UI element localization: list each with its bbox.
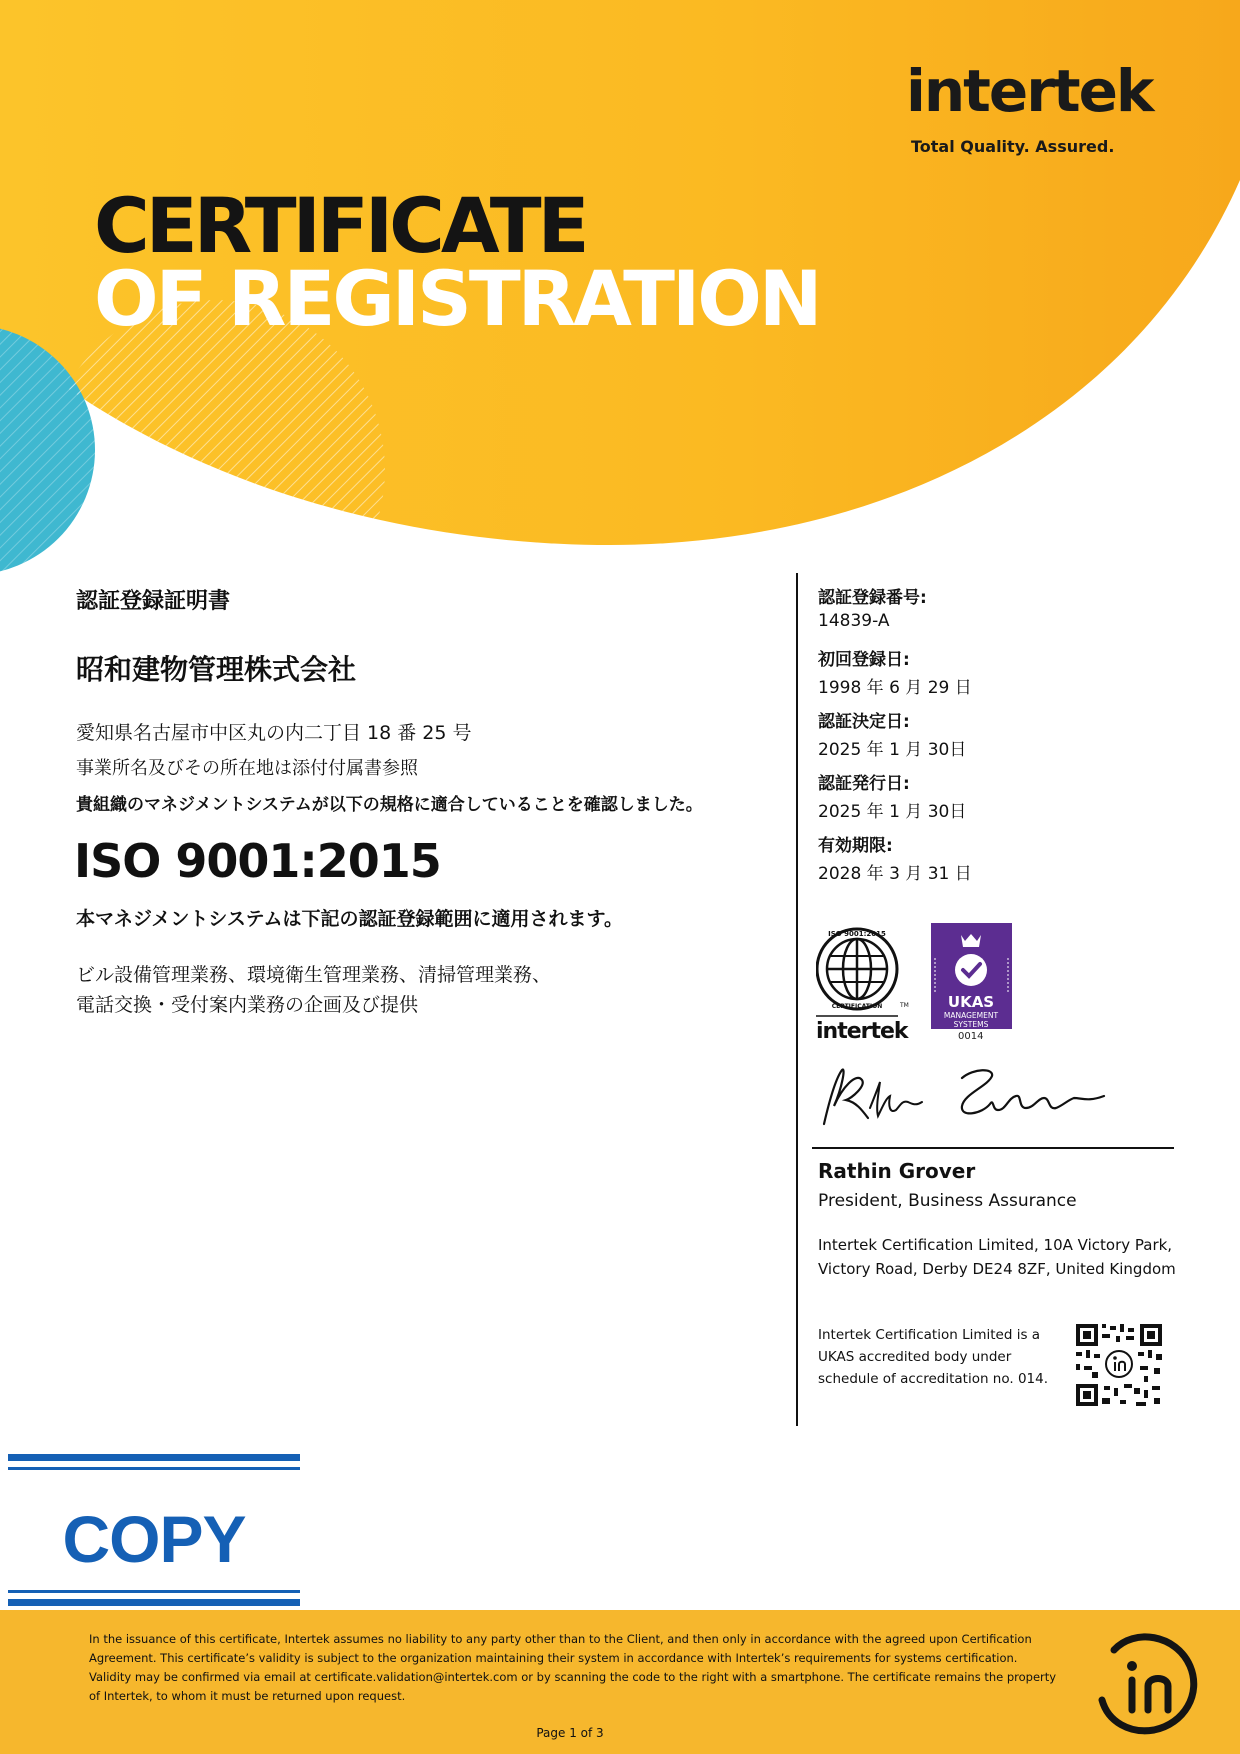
- ukas-accreditation-mark: [931, 923, 1012, 1029]
- logo-tagline: Total Quality. Assured.: [911, 137, 1115, 156]
- scope-line: 電話交換・受付案内業務の企画及び提供: [76, 994, 419, 1016]
- decision-date-value: 2025 年 1 月 30日: [818, 740, 967, 760]
- column-divider: [796, 573, 798, 1426]
- issuer-address: Intertek Certification Limited, 10A Victory Park, Victory Road, Derby DE24 8ZF, United Kingdom: [818, 1236, 1176, 1278]
- expiry-date-value: 2028 年 3 月 31 日: [818, 864, 972, 884]
- ukas-sub-label: SYSTEMS: [953, 1020, 989, 1029]
- intertek-logo: intertek: [906, 57, 1153, 125]
- expiry-date-label: 有効期限:: [818, 836, 893, 856]
- trademark-symbol: TM: [900, 1002, 909, 1009]
- copy-stamp-text: COPY: [62, 1502, 246, 1576]
- organization-name: 昭和建物管理株式会社: [76, 653, 357, 686]
- issue-date-value: 2025 年 1 月 30日: [818, 802, 967, 822]
- initial-registration-value: 1998 年 6 月 29 日: [818, 678, 972, 698]
- accreditation-note: Intertek Certification Limited is a UKAS accredited body under schedule of accreditation no. 014.: [818, 1327, 1049, 1387]
- page-number: Page 1 of 3: [536, 1726, 604, 1740]
- document-title: 認証登録証明書: [76, 589, 231, 614]
- intertek-in-logo: [1092, 1628, 1202, 1738]
- title-of-registration: OF REGISTRATION: [94, 254, 820, 343]
- copy-stamp: [8, 1454, 300, 1606]
- issue-date-label: 認証発行日:: [818, 774, 910, 794]
- intertek-mark-text: intertek: [816, 1019, 908, 1044]
- conformity-statement: 貴組織のマネジメントシステムが以下の規格に適合していることを確認しました。: [76, 795, 703, 815]
- title-certificate: CERTIFICATE: [94, 181, 586, 270]
- initial-registration-label: 初回登録日:: [818, 650, 910, 670]
- decision-date-label: 認証決定日:: [818, 712, 910, 732]
- organization-address: 愛知県名古屋市中区丸の内二丁目 18 番 25 号: [76, 722, 472, 744]
- registration-number-label: 認証登録番号:: [818, 588, 927, 608]
- disclaimer-text: In the issuance of this certificate, Intertek assumes no liability to any party other than to the Client, and then only in accordance with the agreed upon Certification Agreement. This certificate’s validity is subject to the organization maintaining their system in accordance with Intertek’s requirements for systems certification. Validity may be confirmed via email at certificate.validation@intertek.com or by scanning the code to the right with a smartphone. The certificate remains the property of Intertek, to whom it must be returned upon request.: [89, 1632, 1057, 1703]
- ukas-number: 0014: [958, 1031, 984, 1042]
- scope-intro: 本マネジメントシステムは下記の認証登録範囲に適用されます。: [76, 908, 624, 930]
- iso-ring-text: ISO 9001:2015: [828, 930, 886, 938]
- signer-title: President, Business Assurance: [818, 1191, 1077, 1211]
- sites-note: 事業所名及びその所在地は添付付属書参照: [76, 758, 418, 779]
- signature-line: [812, 1147, 1174, 1149]
- ukas-label: UKAS: [947, 993, 995, 1011]
- standard-name: ISO 9001:2015: [74, 834, 441, 888]
- qr-code[interactable]: [1074, 1322, 1164, 1408]
- scope-line: ビル設備管理業務、環境衛生管理業務、清掃管理業務、: [76, 964, 552, 986]
- signer-name: Rathin Grover: [818, 1159, 976, 1183]
- certification-ring-text: CERTIFICATION: [831, 1003, 883, 1010]
- registration-number-value: 14839-A: [818, 611, 890, 631]
- ukas-sub-label: MANAGEMENT: [943, 1011, 999, 1020]
- signature: [812, 1058, 1112, 1138]
- iso-certification-mark: [816, 926, 916, 1046]
